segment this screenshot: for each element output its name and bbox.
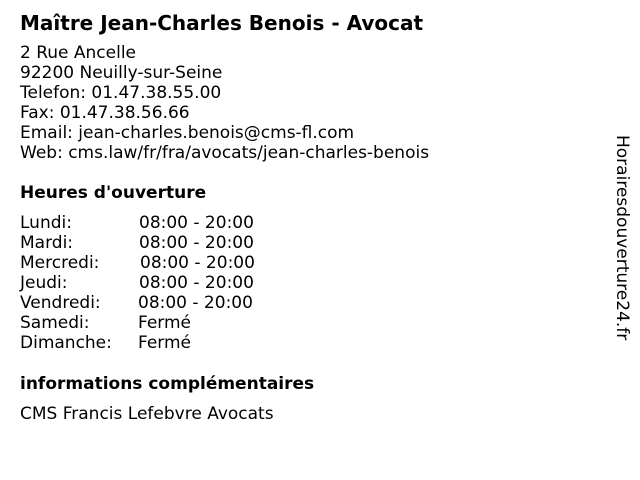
hours-row bbox=[20, 253, 320, 273]
hours-time: 08:00 - 20:00 bbox=[138, 293, 253, 313]
hours-time: 08:00 - 20:00 bbox=[139, 273, 254, 293]
hours-day: Vendredi: bbox=[20, 293, 101, 313]
hours-day: Mercredi: bbox=[20, 253, 100, 273]
hours-day: Dimanche: bbox=[20, 333, 112, 353]
hours-row bbox=[20, 293, 320, 313]
hours-day: Lundi: bbox=[20, 213, 72, 233]
street-address: 2 Rue Ancelle bbox=[20, 43, 137, 63]
contact-block bbox=[20, 43, 429, 163]
hours-row bbox=[20, 333, 320, 353]
listing-title: Maître Jean-Charles Benois - Avocat bbox=[20, 11, 424, 35]
hours-row bbox=[20, 213, 320, 233]
hours-day: Jeudi: bbox=[20, 273, 68, 293]
hours-row bbox=[20, 273, 320, 293]
hours-day: Samedi: bbox=[20, 313, 90, 333]
hours-row bbox=[20, 313, 320, 333]
hours-time: 08:00 - 20:00 bbox=[139, 213, 254, 233]
hours-table bbox=[20, 213, 320, 353]
email-address: Email: jean-charles.benois@cms-fl.com bbox=[20, 123, 355, 143]
extra-info-text: CMS Francis Lefebvre Avocats bbox=[20, 404, 274, 424]
hours-day: Mardi: bbox=[20, 233, 74, 253]
website-url: Web: cms.law/fr/fra/avocats/jean-charles-benois bbox=[20, 143, 430, 163]
extra-info-heading: informations complémentaires bbox=[20, 374, 315, 394]
hours-time: 08:00 - 20:00 bbox=[140, 253, 255, 273]
site-brand-watermark: Horairesdouverture24.fr bbox=[612, 135, 632, 341]
hours-heading: Heures d'ouverture bbox=[20, 183, 207, 203]
hours-row bbox=[20, 233, 320, 253]
hours-time: 08:00 - 20:00 bbox=[139, 233, 254, 253]
phone-number: Telefon: 01.47.38.55.00 bbox=[20, 83, 222, 103]
hours-time: Fermé bbox=[138, 333, 192, 353]
hours-time: Fermé bbox=[138, 313, 192, 333]
postal-city: 92200 Neuilly-sur-Seine bbox=[20, 63, 223, 83]
fax-number: Fax: 01.47.38.56.66 bbox=[20, 103, 190, 123]
